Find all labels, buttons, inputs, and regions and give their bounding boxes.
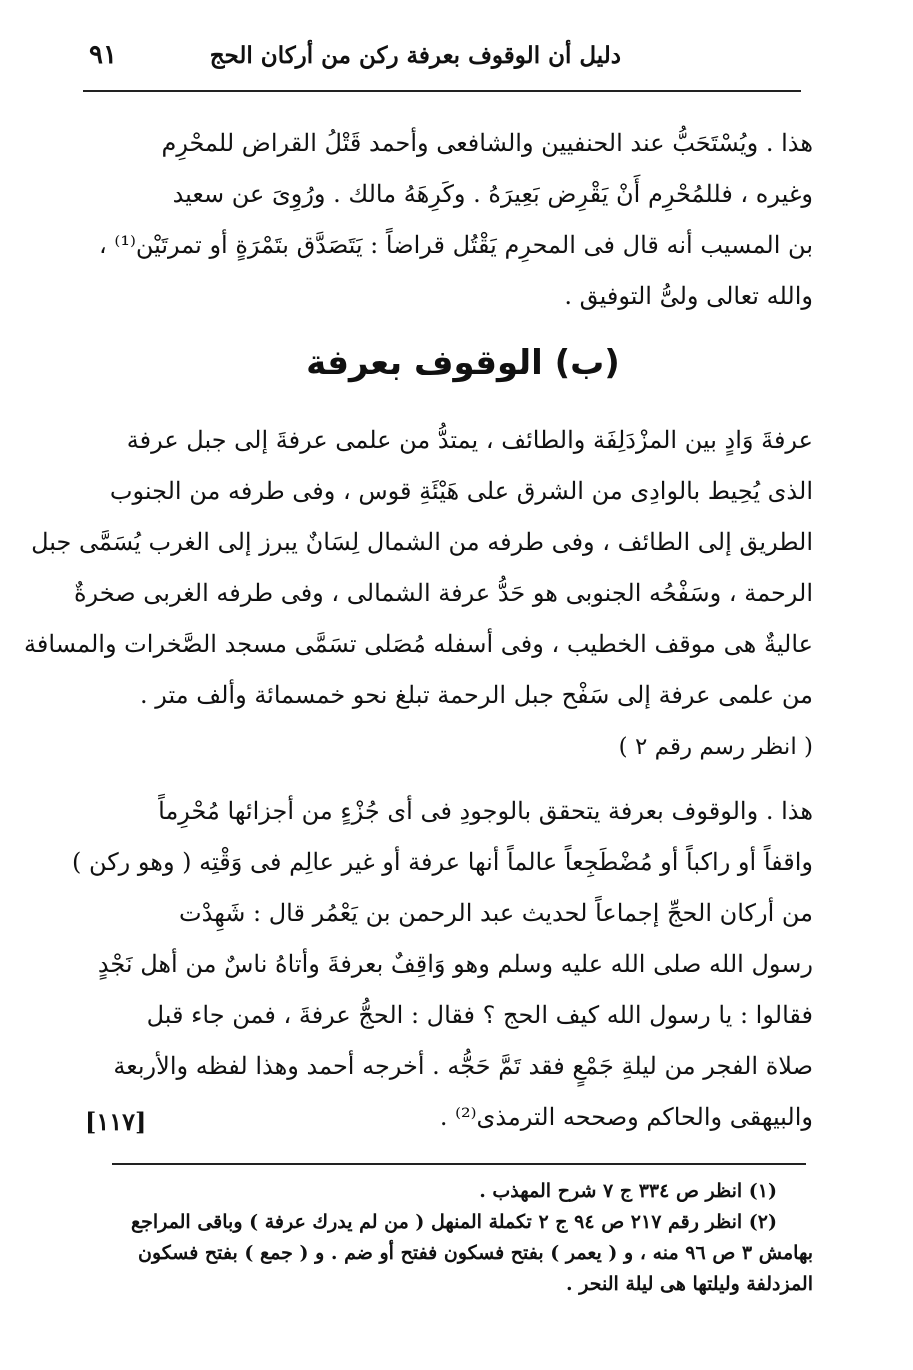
text-line: هذا . ويُسْتَحَبُّ عند الحنفيين والشافعى وأحمد قَتْلُ القراض للمحْرِم — [161, 129, 813, 157]
figure-reference: ( انظر رسم رقم ٢ ) — [618, 734, 813, 760]
page-header — [83, 38, 801, 92]
text-line: والله تعالى ولىُّ التوفيق . — [564, 282, 813, 310]
text-line: واقفاً أو راكباً أو مُضْطَجِعاً عالماً أنها عرفة أو غير عالِم فى وَقْتِه ( وهو ركن ) — [71, 848, 813, 876]
footnote-2: (٢) انظر رقم ٢١٧ ص ٩٤ ج ٢ تكملة المنهل ( من لم يدرك عرفة ) وباقى المراجع — [131, 1211, 777, 1233]
footnote-2-continued: المزدلفة وليلتها هى ليلة النحر . — [566, 1273, 813, 1295]
section-heading: (ب) الوقوف بعرفة — [306, 343, 620, 383]
reference-tag: [١١٧] — [85, 1107, 147, 1136]
footnote-2-continued: بهامش ٣ ص ٩٦ منه ، و ( يعمر ) بفتح فسكون ففتح أو ضم . و ( جمع ) بفتح فسكون — [138, 1242, 813, 1264]
text-line: الرحمة ، وسَفْحُه الجنوبى هو حَدُّ عرفة الشمالى ، وفى طرفه الغربى صخرةٌ — [73, 579, 813, 607]
paragraph-1 — [99, 118, 813, 322]
footnotes — [103, 1176, 813, 1300]
text-line: والبيهقى والحاكم وصححه الترمذى⁽²⁾ . — [439, 1103, 813, 1131]
text-line: من علمى عرفة إلى سَفْح جبل الرحمة تبلغ نحو خمسمائة وألف متر . — [140, 681, 813, 709]
text-line: عاليةٌ هى موقف الخطيب ، وفى أسفله مُصَلى تسَمَّى مسجد الصَّخرات والمسافة — [24, 630, 813, 658]
text-line: من أركان الحجِّ إجماعاً لحديث عبد الرحمن بن يَعْمُر قال : شَهِدْت — [179, 899, 813, 927]
text-line: الطريق إلى الطائف ، وفى طرفه من الشمال لِسَانٌ يبرز إلى الغرب يُسَمَّى جبل — [31, 528, 813, 556]
text-line: هذا . والوقوف بعرفة يتحقق بالوجودِ فى أى جُزْءٍ من أجزائها مُحْرِماً — [158, 797, 813, 825]
paragraph-3 — [71, 786, 813, 1143]
paragraph-2 — [24, 415, 813, 721]
page-number: ٩١ — [89, 40, 117, 70]
text-line: وغيره ، فللمُحْرِم أَنْ يَقْرِض بَعِيرَهُ . وكَرِهَهُ مالك . ورُوِىَ عن سعيد — [172, 180, 813, 208]
footnote-1: (١) انظر ص ٣٣٤ ج ٧ شرح المهذب . — [479, 1180, 777, 1202]
text-line: الذى يُحِيط بالوادِى من الشرق على هَيْئَةِ قوس ، وفى طرفه من الجنوب — [109, 477, 813, 505]
text-line: صلاة الفجر من ليلةِ جَمْعٍ فقد تَمَّ حَجُّه . أخرجه أحمد وهذا لفظه والأربعة — [113, 1052, 813, 1080]
text-line: فقالوا : يا رسول الله كيف الحج ؟ فقال : الحجُّ عرفةَ ، فمن جاء قبل — [146, 1001, 813, 1029]
text-line: عرفةَ وَادٍ بين المزْدَلِفَة والطائف ، يمتدُّ من علمى عرفةَ إلى جبل عرفة — [126, 426, 813, 454]
running-title: دليل أن الوقوف بعرفة ركن من أركان الحج — [209, 42, 621, 69]
footnote-separator — [112, 1163, 806, 1165]
text-line: رسول الله صلى الله عليه وسلم وهو وَاقِفٌ بعرفةَ وأتاهُ ناسٌ من أهل نَجْدٍ — [97, 950, 813, 978]
text-line: بن المسيب أنه قال فى المحرِم يَقْتُل قراضاً : يَتَصَدَّق بتَمْرَةٍ أو تمرتَيْن⁽¹⁾ ، — [99, 231, 813, 259]
